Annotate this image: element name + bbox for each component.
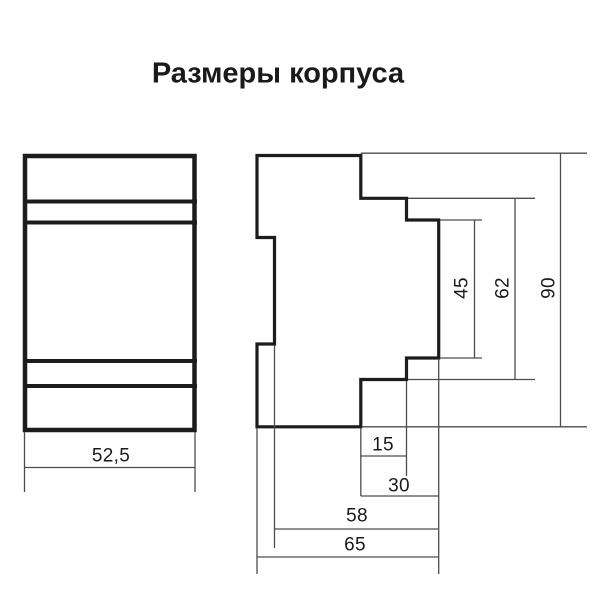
page-title: Размеры корпуса [151,57,405,90]
dim-label-90: 90 [538,277,560,299]
dim-label-30: 30 [388,475,410,496]
side-view-profile [257,156,439,427]
dim-label-58: 58 [346,505,368,527]
dim-label-65: 65 [344,534,366,556]
dim-label-45: 45 [451,277,473,299]
front-view-body [25,156,195,430]
side-view [257,153,587,574]
dim-label-15: 15 [372,434,394,456]
dim-label-62: 62 [492,276,514,299]
dim-label-front-width: 52,5 [91,445,131,467]
front-view [23,156,197,492]
